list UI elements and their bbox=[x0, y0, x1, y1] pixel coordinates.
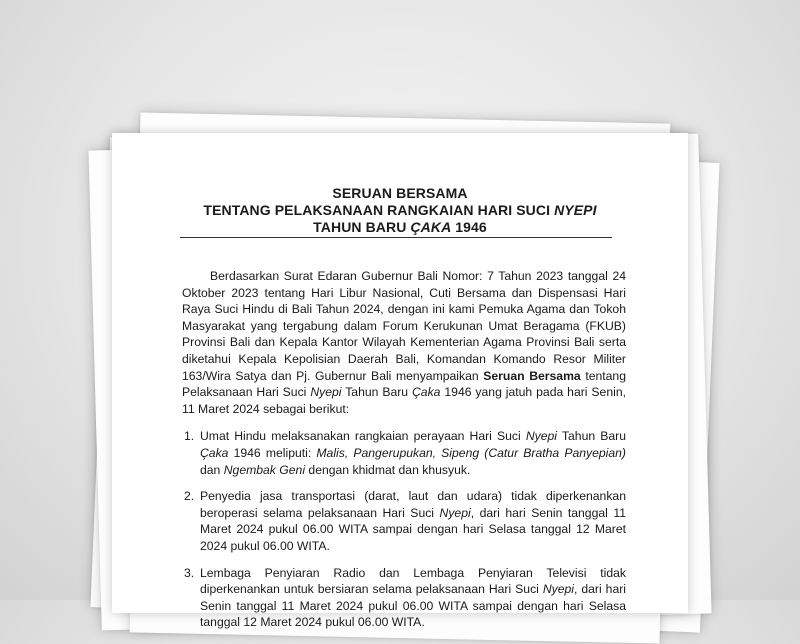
numbered-list bbox=[182, 428, 626, 631]
title-line-3: TAHUN BARU ÇAKA 1946 bbox=[313, 219, 487, 235]
list-item: 2. Penyedia jasa transportasi (darat, laut dan udara) tidak diperkenankan beroperasi selama pelaksanaan Hari Suci Nyepi, dari hari Senin tanggal 11 Maret 2024 pukul 06.00 WITA sampai dengan hari Selasa tanggal 12 Maret 2024 pukul 06.00 WITA. bbox=[184, 489, 626, 553]
list-number: 3. bbox=[184, 565, 195, 580]
document-title bbox=[112, 185, 688, 236]
intro-paragraph: Berdasarkan Surat Edaran Gubernur Bali Nomor: 7 Tahun 2023 tanggal 24 Oktober 2023 tentang Hari Libur Nasional, Cuti Bersama dan Dispensasi Hari Raya Suci Hindu di Bali Tahun 2024, dengan ini kami Pemuka Agama dan Tokoh Masyarakat yang tergabung dalam Forum Kerukunan Umat Beragama (FKUB) Provinsi Bali dan Kepala Kantor Wilayah Kementerian Agama Provinsi Bali serta diketahui Kepala Kepolisian Daerah Bali, Komandan Komando Resor Militer 163/Wira Satya dan Pj. Gubernur Bali menyampaikan Seruan Bersama tentang Pelaksanaan Hari Suci Nyepi Tahun Baru Çaka 1946 yang jatuh pada hari Senin, 11 Maret 2024 sebagai berikut: bbox=[182, 269, 626, 416]
title-line-1: SERUAN BERSAMA bbox=[332, 185, 468, 201]
list-number: 2. bbox=[184, 489, 195, 504]
title-line-2: TENTANG PELAKSANAAN RANGKAIAN HARI SUCI NYEPI bbox=[203, 202, 597, 218]
list-item: 1. Umat Hindu melaksanakan rangkaian perayaan Hari Suci Nyepi Tahun Baru Çaka 1946 meliputi: Malis, Pangerupukan, Sipeng (Catur Bratha Panyepian) dan Ngembak Geni dengan khidmat dan khusyuk. bbox=[184, 429, 626, 477]
title-divider bbox=[180, 237, 612, 238]
list-number: 1. bbox=[184, 429, 195, 444]
document-page bbox=[112, 133, 688, 630]
document-body bbox=[182, 268, 626, 641]
list-item: 3. Lembaga Penyiaran Radio dan Lembaga Penyiaran Televisi tidak diperkenankan untuk bersiaran selama pelaksanaan Hari Suci Nyepi, dari hari Senin tanggal 11 Maret 2024 pukul 06.00 WITA sampai dengan hari Selasa tanggal 12 Maret 2024 pukul 06.00 WITA. bbox=[184, 565, 626, 630]
